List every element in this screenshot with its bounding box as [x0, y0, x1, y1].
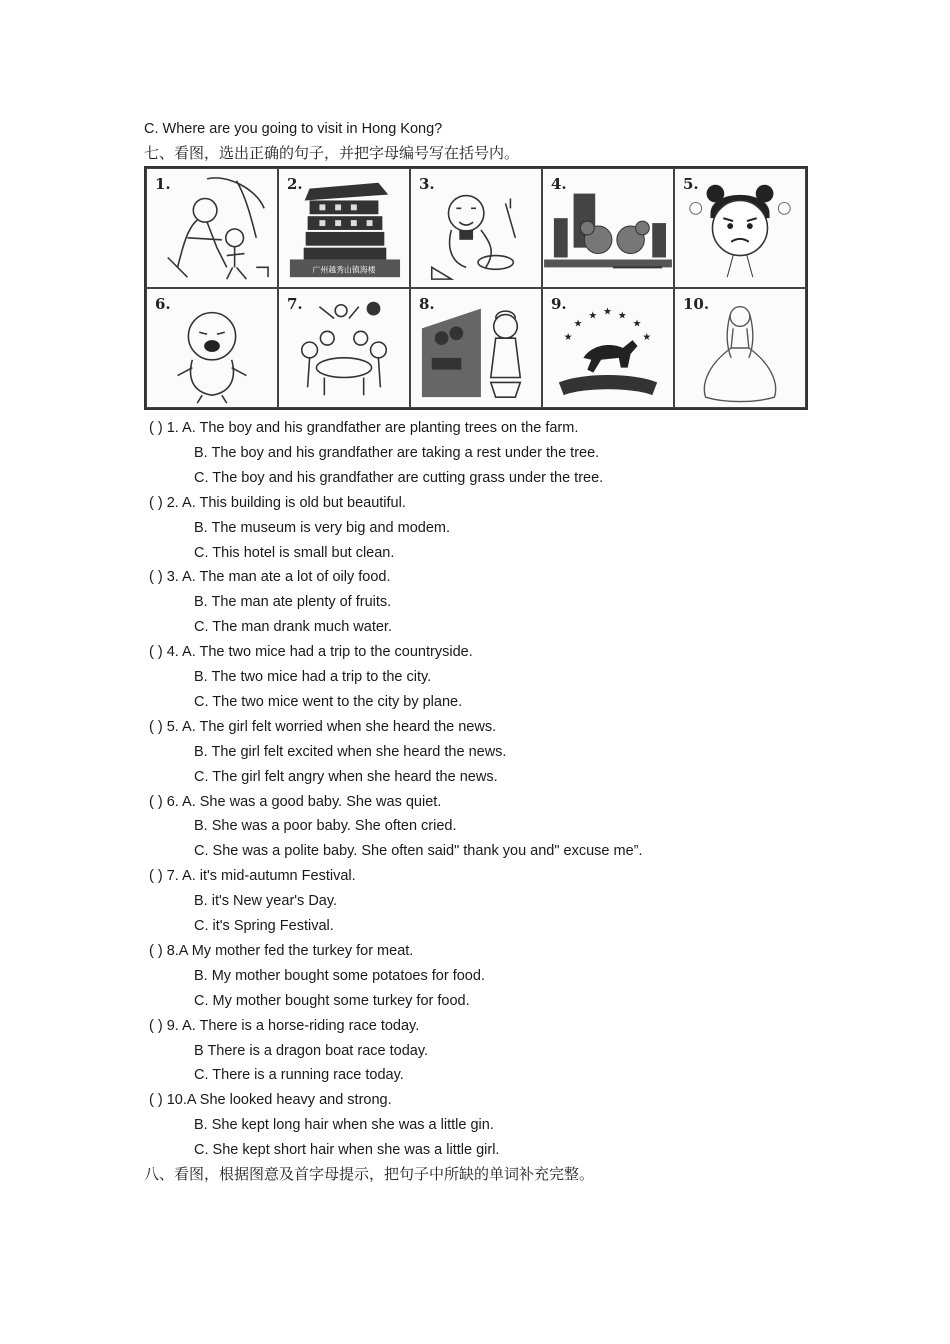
mice-city-icon [543, 169, 673, 287]
svg-text:★: ★ [617, 310, 627, 322]
picture-9 [542, 288, 674, 408]
museum-sign: 广州越秀山镇海楼 [312, 265, 376, 275]
question-3-option: B. The man ate plenty of fruits. [194, 594, 392, 611]
question-5-option: C. The girl felt angry when she heard the news. [194, 768, 498, 785]
question-10-option: B. She kept long hair when she was a little gin. [194, 1117, 494, 1134]
question-4-stem: ( ) 4. A. The two mice had a trip to the countryside. [149, 644, 473, 661]
question-2-option: C. This hotel is small but clean. [194, 544, 395, 561]
svg-text:★: ★ [632, 318, 642, 330]
picture-number: 4. [551, 175, 567, 193]
question-7-stem: ( ) 7. A. it's mid-autumn Festival. [149, 868, 356, 885]
picture-6 [146, 288, 278, 408]
picture-number: 3. [419, 175, 435, 193]
picture-number: 6. [155, 295, 171, 313]
question-10-option: C. She kept short hair when she was a little girl. [194, 1142, 500, 1159]
picture-grid [144, 166, 808, 410]
question-5-stem: ( ) 5. A. The girl felt worried when she heard the news. [149, 718, 497, 735]
question-2-option: B. The museum is very big and modem. [194, 519, 451, 536]
svg-text:★: ★ [573, 318, 583, 330]
question-6-stem: ( ) 6. A. She was a good baby. She was quiet. [149, 793, 442, 810]
mother-shopping-icon [411, 289, 541, 407]
question-8-stem: ( ) 8.A My mother fed the turkey for meat. [149, 942, 414, 959]
intro-line: C. Where are you going to visit in Hong Kong? [144, 121, 443, 137]
question-6-option: B. She was a poor baby. She often cried. [194, 818, 457, 835]
picture-number: 7. [287, 295, 303, 313]
picture-7 [278, 288, 410, 408]
picture-number: 8. [419, 295, 435, 313]
picture-number: 5. [683, 175, 699, 193]
question-5-option: B. The girl felt excited when she heard the news. [194, 743, 507, 760]
crying-baby-icon [147, 289, 277, 407]
svg-text:★: ★ [642, 332, 652, 344]
question-8-option: C. My mother bought some turkey for food. [194, 992, 470, 1009]
angry-girl-icon [675, 169, 805, 287]
picture-4 [542, 168, 674, 288]
picture-number: 1. [155, 175, 171, 193]
question-6-option: C. She was a polite baby. She often said" thank you and" excuse me”. [194, 843, 643, 860]
question-1-option: B. The boy and his grandfather are taking a rest under the tree. [194, 444, 600, 461]
grandfather-boy-tree-icon [147, 169, 277, 287]
question-1-stem: ( ) 1. A. The boy and his grandfather are planting trees on the farm. [149, 420, 579, 436]
girl-long-hair-icon [675, 289, 805, 407]
horse-race-icon [543, 289, 673, 407]
svg-text:★: ★ [588, 310, 598, 322]
picture-5 [674, 168, 806, 288]
svg-text:★: ★ [603, 306, 612, 318]
question-7-option: B. it's New year's Day. [194, 893, 338, 910]
picture-1 [146, 168, 278, 288]
picture-number: 10. [683, 295, 710, 313]
picture-3 [410, 168, 542, 288]
question-3-stem: ( ) 3. A. The man ate a lot of oily food. [149, 569, 391, 586]
museum-building-icon [279, 169, 409, 287]
section8-heading: 八、看图，根据图意及首字母提示，把句子中所缺的单词补充完整。 [144, 1165, 595, 1183]
picture-10 [674, 288, 806, 408]
man-eating-icon [411, 169, 541, 287]
question-7-option: C. it's Spring Festival. [194, 918, 334, 934]
question-1-option: C. The boy and his grandfather are cutting grass under the tree. [194, 469, 604, 486]
picture-number: 9. [551, 295, 567, 313]
picture-8 [410, 288, 542, 408]
picture-2 [278, 168, 410, 288]
question-4-option: C. The two mice went to the city by plane. [194, 693, 463, 710]
picture-number: 2. [287, 175, 303, 193]
question-3-option: C. The man drank much water. [194, 619, 392, 636]
question-4-option: B. The two mice had a trip to the city. [194, 669, 432, 685]
question-2-stem: ( ) 2. A. This building is old but beautiful. [149, 494, 406, 511]
question-10-stem: ( ) 10.A She looked heavy and strong. [149, 1092, 392, 1109]
question-9-option: C. There is a running race today. [194, 1067, 404, 1084]
svg-text:★: ★ [563, 332, 573, 344]
section7-heading: 七、看图，选出正确的句子，并把字母编号写在括号内。 [144, 144, 520, 162]
question-8-option: B. My mother bought some potatoes for food. [194, 967, 485, 984]
question-9-option: B There is a dragon boat race today. [194, 1042, 429, 1059]
festival-family-icon [279, 289, 409, 407]
question-9-stem: ( ) 9. A. There is a horse-riding race today. [149, 1017, 420, 1034]
